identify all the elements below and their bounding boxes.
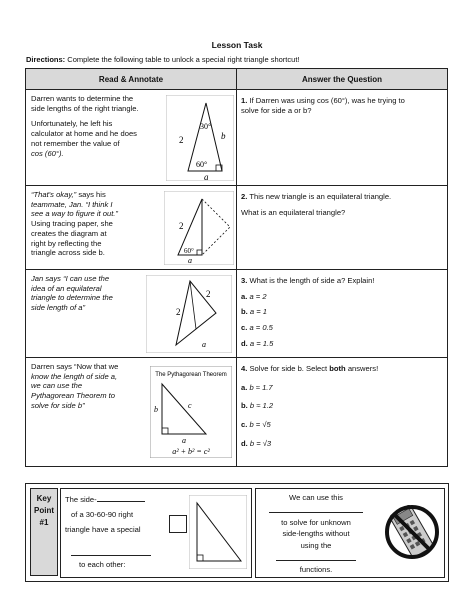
option-letter: c. xyxy=(241,323,248,333)
row1-line: Unfortunately, he left his xyxy=(31,119,113,129)
key-label-line: #1 xyxy=(39,518,49,527)
row2-line: teammate, Jan. “I think I xyxy=(31,199,113,209)
q3-option[interactable] xyxy=(241,323,442,333)
row1-line: not remember the value of xyxy=(31,138,120,148)
equilateral-triangle-figure xyxy=(146,275,232,353)
q3-number: 3. xyxy=(241,276,248,285)
key-triangle-figure xyxy=(189,495,247,569)
label-60: 60° xyxy=(184,247,194,255)
header-answer: Answer the Question xyxy=(237,69,448,90)
label-b: b xyxy=(221,131,226,141)
row4-line: Darren says “Now that we xyxy=(31,362,119,371)
right-triangle-figure xyxy=(166,95,234,181)
option-letter: a. xyxy=(241,382,248,392)
row2-left xyxy=(26,186,237,270)
row2-line: see a way to figure it out.” xyxy=(31,209,118,219)
row3-line: idea of an equilateral xyxy=(31,283,102,293)
q4-text: answers! xyxy=(345,364,379,373)
blank-line[interactable] xyxy=(269,503,363,513)
row4-line: Pythagorean Theorem to xyxy=(31,391,116,401)
key-text: of a 30-60-90 right xyxy=(71,510,134,519)
q1-text: solve for side a or b? xyxy=(241,105,312,115)
q3-option[interactable] xyxy=(241,292,442,302)
q1-number: 1. xyxy=(241,96,248,105)
row2-line: triangle across side b. xyxy=(31,248,105,258)
directions xyxy=(26,55,299,64)
no-calculator-icon xyxy=(384,499,440,565)
q3-text: What is the length of side a? Explain! xyxy=(249,276,375,285)
label-a: a xyxy=(204,172,209,181)
option-text: a = 1.5 xyxy=(249,338,274,348)
page-title: Lesson Task xyxy=(211,40,263,50)
blank-line[interactable] xyxy=(71,544,151,556)
row4-line: we can use the xyxy=(31,381,83,391)
q3-option[interactable] xyxy=(241,307,442,317)
row1-text xyxy=(31,94,161,158)
q4-text: Solve for side b. Select xyxy=(249,364,330,373)
label-60: 60° xyxy=(196,160,208,169)
q2-number: 2. xyxy=(241,192,248,201)
answer-box[interactable] xyxy=(169,515,187,533)
option-letter: c. xyxy=(241,420,248,430)
row4-left xyxy=(26,358,237,467)
label-hyp: 2 xyxy=(179,135,184,145)
pythagorean-figure xyxy=(150,366,232,458)
key-text: using the xyxy=(300,540,332,550)
q4-option[interactable] xyxy=(241,401,442,411)
option-letter: b. xyxy=(241,401,248,411)
key-text: The side- xyxy=(65,495,97,504)
option-text: a = 2 xyxy=(249,291,267,301)
option-text: b = √3 xyxy=(249,438,272,448)
row2-line: creates the diagram at xyxy=(31,228,107,238)
row3-text xyxy=(31,274,149,313)
option-letter: d. xyxy=(241,338,248,348)
q3-option[interactable] xyxy=(241,339,442,349)
row3-line: triangle to determine the xyxy=(31,293,113,303)
row2-quote: “That's okay,” xyxy=(31,190,77,199)
label-hyp: 2 xyxy=(179,221,184,231)
q1-text: If Darren was using cos (60°), was he trying to xyxy=(249,96,405,105)
label-side2: 2 xyxy=(206,289,211,299)
key-text: We can use this xyxy=(289,493,343,502)
label-side1: 2 xyxy=(176,307,181,317)
option-text: b ≈ 1.2 xyxy=(249,401,274,411)
key-point-box-1 xyxy=(60,488,252,578)
option-text: a = 1 xyxy=(249,307,267,317)
q4-text-bold: both xyxy=(329,364,346,373)
key-label-line: Key xyxy=(36,494,52,503)
key-text: to each other: xyxy=(79,560,126,569)
reflected-triangle-figure xyxy=(164,191,234,265)
q2-text: This new triangle is an equilateral triangle. xyxy=(249,192,392,201)
row2-line: says his xyxy=(76,190,106,199)
row2-line: right by reflecting the xyxy=(31,238,102,248)
row1-left xyxy=(26,90,237,186)
blank-line[interactable] xyxy=(276,551,356,561)
label-b: b xyxy=(154,405,158,414)
option-text: a = 0.5 xyxy=(249,323,273,333)
row1-right xyxy=(237,90,448,186)
option-letter: a. xyxy=(241,291,248,301)
label-a: a xyxy=(182,436,186,445)
option-letter: d. xyxy=(241,438,248,448)
row4-line: know the length of side a, xyxy=(31,371,118,381)
row3-left xyxy=(26,270,237,358)
key-point-box-2 xyxy=(255,488,445,578)
q4-option[interactable] xyxy=(241,420,442,430)
key-point-section xyxy=(25,483,449,582)
key-text: side-lengths without xyxy=(282,529,350,539)
label-a: a xyxy=(188,256,192,265)
key-text: triangle have a special xyxy=(65,525,141,534)
formula: a² + b² = c² xyxy=(172,447,210,456)
key-text: functions. xyxy=(299,565,333,575)
row1-expr: cos (60°). xyxy=(31,148,64,158)
option-text: b = √5 xyxy=(249,420,271,430)
label-30: 30° xyxy=(200,122,212,131)
figure-title: The Pythagorean Theorem xyxy=(155,372,227,378)
row3-right xyxy=(237,270,448,358)
label-a: a xyxy=(202,340,206,349)
row1-line: side lengths of the right triangle. xyxy=(31,103,139,113)
option-text: b ≈ 1.7 xyxy=(249,382,273,392)
q4-option[interactable] xyxy=(241,383,442,393)
q4-number: 4. xyxy=(241,364,248,373)
row2-line: Using tracing paper, she xyxy=(31,219,113,229)
q4-option[interactable] xyxy=(241,439,442,449)
directions-label: Directions: xyxy=(26,55,66,64)
row4-text xyxy=(31,362,149,411)
blank-line[interactable] xyxy=(97,501,145,502)
row1-line: Darren wants to determine the xyxy=(31,94,134,103)
lesson-table xyxy=(25,68,448,467)
row4-line: solve for side b” xyxy=(31,400,85,410)
row2-right xyxy=(237,186,448,270)
row1-line: calculator at home and he does xyxy=(31,129,137,139)
header-read: Read & Annotate xyxy=(26,69,237,90)
option-letter: b. xyxy=(241,307,248,317)
key-label-line: Point xyxy=(34,506,54,515)
key-point-label xyxy=(30,488,58,576)
key-text: to solve for unknown xyxy=(281,517,351,527)
row2-text xyxy=(31,190,161,258)
row3-line: side length of a” xyxy=(31,303,86,313)
row4-right xyxy=(237,358,448,467)
directions-text: Complete the following table to unlock a special right triangle shortcut! xyxy=(65,55,300,64)
row3-line: Jan says “I can use the xyxy=(31,274,110,283)
label-c: c xyxy=(188,401,192,410)
q2-text: What is an equilateral triangle? xyxy=(241,207,346,217)
